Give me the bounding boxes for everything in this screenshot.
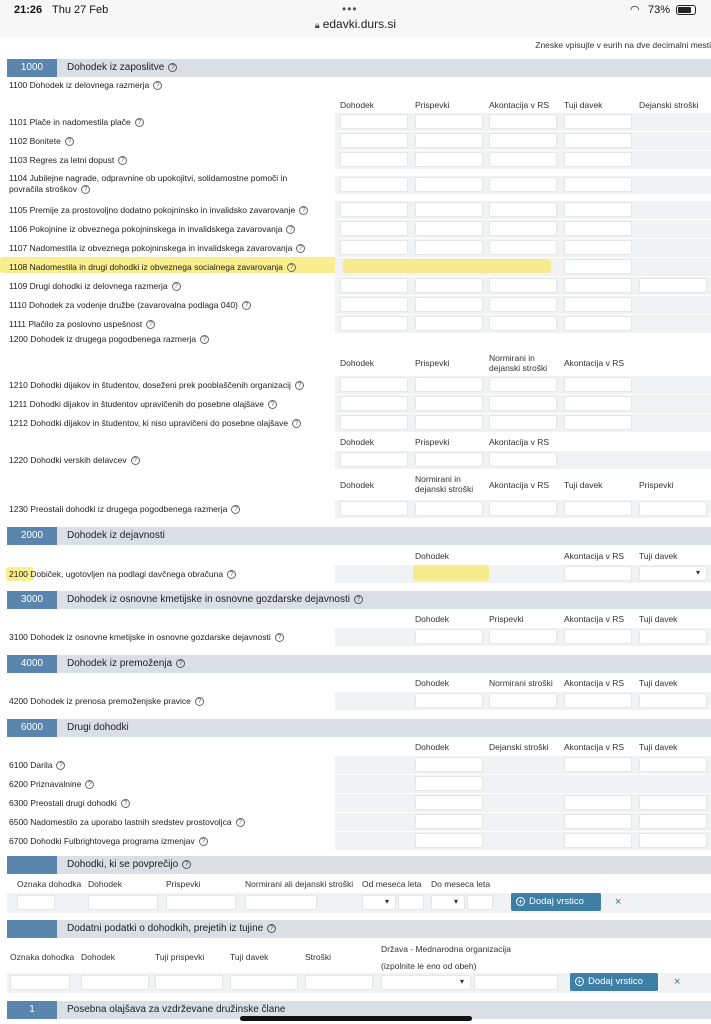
col-dohodek: Dohodek	[340, 358, 375, 368]
help-icon[interactable]: ?	[231, 505, 240, 514]
input-3100-prispevki[interactable]	[489, 629, 557, 644]
col-dohodek: Dohodek	[415, 551, 450, 561]
input-6700-tuji-davek[interactable]	[639, 833, 707, 848]
input-6500-dohodek[interactable]	[415, 814, 483, 829]
help-icon[interactable]: ?	[56, 761, 65, 770]
col-dejanski-stroski: Dejanski stroški	[639, 100, 699, 110]
help-icon[interactable]: ?	[227, 570, 236, 579]
input-1220-dohodek[interactable]	[340, 452, 408, 467]
help-icon[interactable]: ?	[287, 263, 296, 272]
col-tuji-davek: Tuji davek	[639, 614, 678, 624]
row-1109-label: 1109 Drugi dohodki iz delovnega razmerja	[9, 281, 168, 291]
select-2100-tuji-davek[interactable]	[639, 566, 707, 581]
avg-do-select[interactable]	[431, 895, 465, 910]
col-dejanski-stroski: Dejanski stroški	[489, 742, 549, 752]
col-prispevki: Prispevki	[639, 480, 674, 490]
help-icon[interactable]: ?	[242, 301, 251, 310]
col-tuji-davek: Tuji davek	[639, 678, 678, 688]
section-title: Dohodek iz zaposlitve	[67, 62, 165, 73]
help-icon[interactable]: ?	[81, 185, 90, 194]
input-6500-tuji-davek[interactable]	[639, 814, 707, 829]
avg-normirani-input[interactable]	[245, 895, 317, 910]
status-date: Thu 27 Feb	[52, 4, 109, 16]
input-1210-normirani[interactable]	[489, 377, 557, 392]
col-prispevki: Prispevki	[166, 879, 201, 889]
section-title: Drugi dohodki	[67, 722, 129, 733]
url-text: edavki.durs.si	[322, 17, 397, 31]
battery-percent: 73%	[648, 4, 671, 16]
plus-icon: +	[575, 977, 584, 986]
row-1106-label: 1106 Pokojnine iz obveznega pokojninskega in invalidskega zavarovanja	[9, 224, 283, 234]
input-1111-prispevki[interactable]	[415, 316, 483, 331]
input-1107-prispevki[interactable]	[415, 240, 483, 255]
row-4200-label: 4200 Dohodek iz prenosa premoženjske pravice	[9, 696, 191, 706]
input-1110-tuji-davek[interactable]	[564, 297, 632, 312]
help-icon[interactable]: ?	[295, 381, 304, 390]
section-2000-header	[7, 527, 711, 545]
input-1102-dohodek[interactable]	[340, 133, 408, 148]
avg-add-row-button[interactable]: + Dodaj vrstico	[511, 893, 601, 911]
help-icon[interactable]: ?	[267, 924, 276, 933]
col-akontacija: Akontacija v RS	[564, 614, 624, 624]
input-4200-tuji-davek[interactable]	[639, 693, 707, 708]
input-3100-akontacija[interactable]	[564, 629, 632, 644]
input-1230-normirani[interactable]	[415, 501, 483, 516]
input-1103-akontacija[interactable]	[489, 152, 557, 167]
col-dohodek: Dohodek	[415, 614, 450, 624]
input-1106-prispevki[interactable]	[415, 221, 483, 236]
help-icon[interactable]: ?	[354, 595, 363, 604]
section-4000-header	[7, 655, 711, 673]
input-6700-dohodek[interactable]	[415, 833, 483, 848]
tax-form-page	[0, 37, 711, 1024]
battery-icon	[676, 5, 696, 15]
input-1101-tuji-davek[interactable]	[564, 114, 632, 129]
address-bar[interactable]	[0, 17, 711, 37]
input-1106-dohodek[interactable]	[340, 221, 408, 236]
input-1107-tuji-davek[interactable]	[564, 240, 632, 255]
col-prispevki: Prispevki	[489, 614, 524, 624]
col-prispevki: Prispevki	[415, 358, 450, 368]
row-6300-label: 6300 Preostali drugi dohodki	[9, 798, 117, 808]
input-1103-prispevki[interactable]	[415, 152, 483, 167]
section-code: 1	[7, 1001, 57, 1019]
help-icon[interactable]: ?	[236, 818, 245, 827]
section-code: 2000	[7, 527, 57, 545]
help-icon[interactable]: ?	[286, 225, 295, 234]
row-1212-label: 1212 Dohodki dijakov in študentov, ki niso upravičeni do posebne olajšave	[9, 418, 289, 428]
input-6200-dohodek[interactable]	[415, 776, 483, 791]
input-1106-akontacija[interactable]	[489, 221, 557, 236]
input-6300-tuji-davek[interactable]	[639, 795, 707, 810]
input-1210-dohodek[interactable]	[340, 377, 408, 392]
row-6200-label: 6200 Priznavalnine	[9, 779, 82, 789]
section-title: Dohodki, ki se povprečijo	[67, 859, 179, 870]
col-normirani: Normirani stroški	[489, 678, 553, 688]
help-icon[interactable]: ?	[268, 400, 277, 409]
input-1109-tuji-davek[interactable]	[564, 278, 632, 293]
input-2100-akontacija[interactable]	[564, 566, 632, 581]
input-4200-dohodek[interactable]	[415, 693, 483, 708]
input-1101-dohodek[interactable]	[340, 114, 408, 129]
col-tuji-davek: Tuji davek	[564, 480, 603, 490]
input-1110-dohodek[interactable]	[340, 297, 408, 312]
col-dohodek: Dohodek	[340, 437, 375, 447]
input-6500-akontacija[interactable]	[564, 814, 632, 829]
col-akontacija: Akontacija v RS	[489, 437, 549, 447]
col-stroski: Stroški	[305, 952, 331, 962]
row-3100-label: 3100 Dohodek iz osnovne kmetijske in osnovne gozdarske dejavnosti	[9, 632, 271, 642]
col-od-meseca: Od meseca leta	[362, 879, 422, 889]
avg-prispevki-input[interactable]	[166, 895, 236, 910]
section-title: Dodatni podatki o dohodkih, prejetih iz tujine	[67, 923, 264, 934]
input-1230-akontacija[interactable]	[489, 501, 557, 516]
abroad-drzava-select[interactable]	[381, 975, 471, 990]
row-1111-label: 1111 Plačilo za poslovno uspešnost	[9, 319, 143, 329]
abroad-dohodek-input[interactable]	[81, 975, 149, 990]
input-1110-prispevki[interactable]	[415, 297, 483, 312]
col-akontacija: Akontacija v RS	[564, 678, 624, 688]
input-1212-normirani[interactable]	[489, 415, 557, 430]
help-icon[interactable]: ?	[135, 118, 144, 127]
row-1200-label: 1200 Dohodek iz drugega pogodbenega razmerja	[9, 334, 197, 344]
help-icon[interactable]: ?	[296, 244, 305, 253]
help-icon[interactable]: ?	[195, 697, 204, 706]
col-prispevki: Prispevki	[415, 437, 450, 447]
row-1108-label: 1108 Nadomestila in drugi dohodki iz obveznega socialnega zavarovanja	[9, 262, 283, 272]
input-1101-prispevki[interactable]	[415, 114, 483, 129]
col-dohodek: Dohodek	[81, 952, 116, 962]
row-1102-label: 1102 Bonitete	[9, 136, 61, 146]
more-dots-icon[interactable]: •••	[342, 2, 358, 16]
row-1210-label: 1210 Dohodki dijakov in študentov, doseženi prek pooblaščenih organizacij	[9, 380, 291, 390]
section-title: Dohodek iz premoženja	[67, 658, 173, 669]
input-1107-dohodek[interactable]	[340, 240, 408, 255]
row-6500-label: 6500 Nadomestilo za uporabo lastnih sredstev prostovoljca	[9, 817, 232, 827]
col-drzava: Država - Mednarodna organizacija	[381, 944, 511, 954]
input-3100-dohodek[interactable]	[415, 629, 483, 644]
abroad-oznaka-input[interactable]	[10, 975, 70, 990]
avg-od-select[interactable]	[362, 895, 396, 910]
row-1220-label: 1220 Dohodki verskih delavcev	[9, 455, 127, 465]
input-1105-prispevki[interactable]	[415, 202, 483, 217]
input-1106-tuji-davek[interactable]	[564, 221, 632, 236]
input-3100-tuji-davek[interactable]	[639, 629, 707, 644]
col-do-meseca: Do meseca leta	[431, 879, 491, 889]
input-1211-dohodek[interactable]	[340, 396, 408, 411]
help-icon[interactable]: ?	[118, 156, 127, 165]
input-1230-dohodek[interactable]	[340, 501, 408, 516]
abroad-tuji-davek-input[interactable]	[230, 975, 298, 990]
input-6300-dohodek[interactable]	[415, 795, 483, 810]
input-1102-prispevki[interactable]	[415, 133, 483, 148]
row-1110-label: 1110 Dohodek za vodenje družbe (zavarovalna podlaga 040)	[9, 300, 238, 310]
avg-od-year-input[interactable]	[398, 895, 424, 910]
col-dohodek: Dohodek	[88, 879, 123, 889]
col-prispevki: Prispevki	[415, 100, 450, 110]
input-1220-akontacija[interactable]	[489, 452, 557, 467]
col-akontacija: Akontacija v RS	[489, 480, 549, 490]
input-1230-tuji-davek[interactable]	[564, 501, 632, 516]
amount-note: Zneske vpisujte v eurih na dve decimalni mesti	[535, 40, 711, 50]
help-icon[interactable]: ?	[275, 633, 284, 642]
col-oznaka: Oznaka dohodka	[17, 879, 82, 889]
input-1110-akontacija[interactable]	[489, 297, 557, 312]
row-6700-label: 6700 Dohodki Fulbrightovega programa izmenjav	[9, 836, 195, 846]
col-tuji-davek: Tuji davek	[639, 551, 678, 561]
input-1211-akontacija[interactable]	[564, 396, 632, 411]
input-1104-prispevki[interactable]	[415, 177, 483, 192]
input-1105-tuji-davek[interactable]	[564, 202, 632, 217]
section-abroad-header	[7, 920, 711, 938]
help-icon[interactable]: ?	[176, 659, 185, 668]
abroad-remove-icon[interactable]: ×	[674, 976, 681, 988]
input-1111-dohodek[interactable]	[340, 316, 408, 331]
section-title: Dohodek iz osnovne kmetijske in osnovne gozdarske dejavnosti	[67, 594, 350, 605]
plus-icon: +	[516, 897, 525, 906]
avg-dohodek-input[interactable]	[88, 895, 158, 910]
input-1230-prispevki[interactable]	[639, 501, 707, 516]
input-1210-prispevki[interactable]	[415, 377, 483, 392]
input-6100-tuji-davek[interactable]	[639, 757, 707, 772]
input-1104-dohodek[interactable]	[340, 177, 408, 192]
help-icon[interactable]: ?	[172, 282, 181, 291]
help-icon[interactable]: ?	[200, 335, 209, 344]
help-icon[interactable]: ?	[85, 780, 94, 789]
home-indicator[interactable]	[240, 1016, 472, 1021]
help-icon[interactable]: ?	[131, 456, 140, 465]
input-6700-akontacija[interactable]	[564, 833, 632, 848]
avg-do-year-input[interactable]	[467, 895, 493, 910]
col-tuji-davek: Tuji davek	[639, 742, 678, 752]
input-1102-akontacija[interactable]	[489, 133, 557, 148]
help-icon[interactable]: ?	[182, 860, 191, 869]
help-icon[interactable]: ?	[65, 137, 74, 146]
input-1104-tuji-davek[interactable]	[564, 177, 632, 192]
row-1105-label: 1105 Premije za prostovoljno dodatno pokojninsko in invalidsko zavarovanje	[9, 205, 296, 215]
input-1109-dohodek[interactable]	[340, 278, 408, 293]
row-1101-label: 1101 Plače in nadomestila plače	[9, 117, 131, 127]
col-izpolnite-note: (izpolnite le eno od obeh)	[381, 961, 477, 971]
section-1000-header	[7, 59, 711, 77]
help-icon[interactable]: ?	[121, 799, 130, 808]
input-1103-tuji-davek[interactable]	[564, 152, 632, 167]
help-icon[interactable]: ?	[146, 320, 155, 329]
input-6100-dohodek[interactable]	[415, 757, 483, 772]
input-1212-dohodek[interactable]	[340, 415, 408, 430]
col-akontacija: Akontacija v RS	[564, 358, 624, 368]
help-icon[interactable]: ?	[299, 206, 308, 215]
row-1211-label: 1211 Dohodki dijakov in študentov upravičenih do posebne olajšave	[9, 399, 265, 409]
input-1108-tuji-davek[interactable]	[564, 259, 632, 274]
input-1211-prispevki[interactable]	[415, 396, 483, 411]
abroad-add-row-button[interactable]: + Dodaj vrstico	[570, 973, 658, 991]
input-1104-akontacija[interactable]	[489, 177, 557, 192]
input-1111-akontacija[interactable]	[489, 316, 557, 331]
input-4200-akontacija[interactable]	[564, 693, 632, 708]
col-normirani-dejanski: Normirani in dejanski stroški	[415, 474, 474, 494]
input-6300-akontacija[interactable]	[564, 795, 632, 810]
avg-remove-icon[interactable]: ×	[615, 896, 622, 908]
row-2100-label: Dobiček, ugotovljen na podlagi davčnega obračuna	[30, 569, 224, 579]
input-1107-akontacija[interactable]	[489, 240, 557, 255]
col-dohodek: Dohodek	[340, 480, 375, 490]
row-1103-label: 1103 Regres za letni dopust	[9, 155, 115, 165]
help-icon[interactable]: ?	[153, 81, 162, 90]
row-1100-label: 1100 Dohodek iz delovnega razmerja	[9, 80, 150, 90]
col-oznaka: Oznaka dohodka	[10, 952, 75, 962]
col-dohodek: Dohodek	[340, 100, 375, 110]
col-normirani-ali: Normirani ali dejanski stroški	[245, 879, 354, 889]
row-2100-code: 2100	[9, 569, 28, 579]
section-code: 6000	[7, 719, 57, 737]
col-dohodek: Dohodek	[415, 678, 450, 688]
help-icon[interactable]: ?	[292, 419, 301, 428]
input-1109-prispevki[interactable]	[415, 278, 483, 293]
row-1107-label: 1107 Nadomestila iz obveznega pokojninskega in invalidskega zavarovanja	[9, 243, 293, 253]
input-1111-tuji-davek[interactable]	[564, 316, 632, 331]
status-time: 21:26	[14, 4, 43, 16]
input-1105-dohodek[interactable]	[340, 202, 408, 217]
section-code: 4000	[7, 655, 57, 673]
input-1109-akontacija[interactable]	[489, 278, 557, 293]
row-6100-label: 6100 Darila	[9, 760, 53, 770]
input-1212-akontacija[interactable]	[564, 415, 632, 430]
input-6100-akontacija[interactable]	[564, 757, 632, 772]
section-averaged-header	[7, 856, 711, 874]
section-title: Dohodek iz dejavnosti	[67, 530, 165, 541]
input-1210-akontacija[interactable]	[564, 377, 632, 392]
section-3000-header	[7, 591, 711, 609]
input-1211-normirani[interactable]	[489, 396, 557, 411]
section-code: 3000	[7, 591, 57, 609]
section-title: Posebna olajšava za vzdrževane družinske člane	[67, 1004, 286, 1015]
col-tuji-davek: Tuji davek	[230, 952, 269, 962]
col-akontacija: Akontacija v RS	[564, 742, 624, 752]
abroad-tuji-prispevki-input[interactable]	[155, 975, 223, 990]
col-tuji-davek: Tuji davek	[564, 100, 603, 110]
help-icon[interactable]: ?	[168, 63, 177, 72]
col-dohodek: Dohodek	[415, 742, 450, 752]
col-normirani-dejanski: Normirani in dejanski stroški	[489, 353, 548, 373]
row-1104-label: 1104 Jubilejne nagrade, odpravnine ob upokojitvi, solidarnostne pomoči in povračila stroškov	[9, 173, 288, 194]
input-1105-akontacija[interactable]	[489, 202, 557, 217]
section-6000-header	[7, 719, 711, 737]
help-icon[interactable]: ?	[199, 837, 208, 846]
highlight-2100-input	[413, 565, 489, 581]
input-1101-akontacija[interactable]	[489, 114, 557, 129]
input-1220-prispevki[interactable]	[415, 452, 483, 467]
col-akontacija: Akontacija v RS	[489, 100, 549, 110]
lock-icon: 🔒︎	[314, 20, 320, 30]
section-code: 1000	[7, 59, 57, 77]
col-akontacija: Akontacija v RS	[564, 551, 624, 561]
abroad-organizacija-input[interactable]	[474, 975, 558, 990]
input-1212-prispevki[interactable]	[415, 415, 483, 430]
avg-oznaka-input[interactable]	[17, 895, 55, 910]
input-1109-dejanski[interactable]	[639, 278, 707, 293]
input-1102-tuji-davek[interactable]	[564, 133, 632, 148]
wifi-icon: ◠	[630, 4, 640, 16]
input-4200-normirani[interactable]	[489, 693, 557, 708]
row-1230-label: 1230 Preostali dohodki iz drugega pogodbenega razmerja	[9, 504, 228, 514]
highlight-1108-input	[343, 259, 551, 273]
col-tuji-prispevki: Tuji prispevki	[155, 952, 205, 962]
input-1103-dohodek[interactable]	[340, 152, 408, 167]
abroad-stroski-input[interactable]	[305, 975, 373, 990]
